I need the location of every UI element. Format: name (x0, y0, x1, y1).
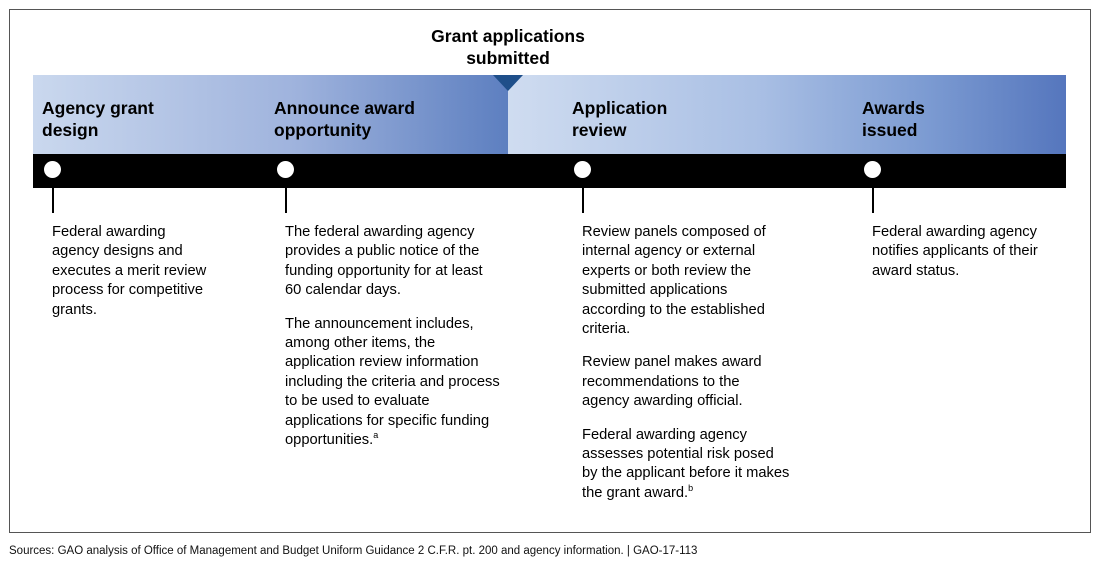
milestone-label (380, 25, 636, 69)
milestone-marker-icon (493, 75, 523, 91)
phase-title-line-2: issued (862, 120, 918, 140)
text-line: application review information (285, 354, 479, 371)
phase-title-awards-issued (862, 97, 925, 141)
text-line: Review panel makes award (582, 354, 762, 371)
text-line: by the applicant before it makes (582, 465, 790, 482)
phase-title-agency-grant-design (42, 97, 154, 141)
description-paragraph (582, 353, 789, 411)
phase-title-line-2: design (42, 120, 99, 140)
text-line: opportunities. (285, 432, 374, 449)
milestone-line-2: submitted (466, 48, 550, 68)
milestone-line-1: Grant applications (431, 26, 585, 46)
phase-description-awards-issued (872, 223, 1038, 295)
footnote-marker-b: b (688, 482, 694, 493)
phase-title-line-1: Application (572, 98, 668, 118)
description-paragraph (582, 426, 789, 504)
text-line: to be used to evaluate (285, 393, 430, 410)
text-line: applications for specific funding (285, 412, 490, 429)
phase-description-agency-grant-design (52, 223, 206, 334)
text-line: assesses potential risk posed (582, 446, 774, 463)
text-line: grants. (52, 301, 97, 318)
phase-description-application-review (582, 223, 789, 517)
text-line: agency designs and (52, 243, 183, 260)
footnote-marker-a: a (373, 430, 379, 441)
text-line: The federal awarding agency (285, 224, 475, 240)
text-line: Federal awarding agency (872, 224, 1037, 240)
timeline-connector-1 (52, 188, 54, 213)
text-line: including the criteria and process (285, 373, 500, 390)
timeline-bar (33, 154, 1066, 188)
text-line: The announcement includes, (285, 315, 474, 332)
phase-description-announce-award (285, 223, 500, 464)
text-line: agency awarding official. (582, 393, 743, 410)
text-line: criteria. (582, 321, 631, 338)
phase-title-line-1: Awards (862, 98, 925, 118)
description-paragraph (285, 223, 500, 301)
phase-title-line-1: Agency grant (42, 98, 154, 118)
text-line: award status. (872, 262, 960, 279)
description-paragraph (872, 223, 1038, 281)
text-line: experts or both review the (582, 262, 751, 279)
text-line: Federal awarding (52, 224, 166, 240)
phase-title-line-2: review (572, 120, 627, 140)
timeline-connector-2 (285, 188, 287, 213)
description-paragraph (285, 315, 500, 451)
timeline-connector-3 (582, 188, 584, 213)
text-line: Federal awarding agency (582, 426, 747, 443)
description-paragraph (52, 223, 206, 320)
text-line: recommendations to the (582, 373, 740, 390)
phase-title-line-2: opportunity (274, 120, 372, 140)
text-line: Review panels composed of (582, 224, 766, 240)
text-line: process for competitive (52, 282, 204, 299)
timeline-node-3 (574, 161, 591, 178)
phase-title-application-review (572, 97, 667, 141)
timeline-node-2 (277, 161, 294, 178)
text-line: according to the established (582, 301, 765, 318)
text-line: notifies applicants of their (872, 243, 1038, 260)
timeline-node-4 (864, 161, 881, 178)
text-line: the grant award. (582, 484, 689, 501)
text-line: submitted applications (582, 282, 728, 299)
text-line: provides a public notice of the (285, 243, 480, 260)
text-line: funding opportunity for at least (285, 262, 483, 279)
timeline-node-1 (44, 161, 61, 178)
description-paragraph (582, 223, 789, 339)
text-line: internal agency or external (582, 243, 756, 260)
phase-title-announce-award (274, 97, 415, 141)
text-line: 60 calendar days. (285, 282, 401, 299)
phase-title-line-1: Announce award (274, 98, 415, 118)
sources-note: Sources: GAO analysis of Office of Management and Budget Uniform Guidance 2 C.F.R. pt. 200 and agency information. | GAO-17-113 (9, 545, 698, 557)
text-line: among other items, the (285, 335, 436, 352)
text-line: executes a merit review (52, 262, 207, 279)
timeline-connector-4 (872, 188, 874, 213)
